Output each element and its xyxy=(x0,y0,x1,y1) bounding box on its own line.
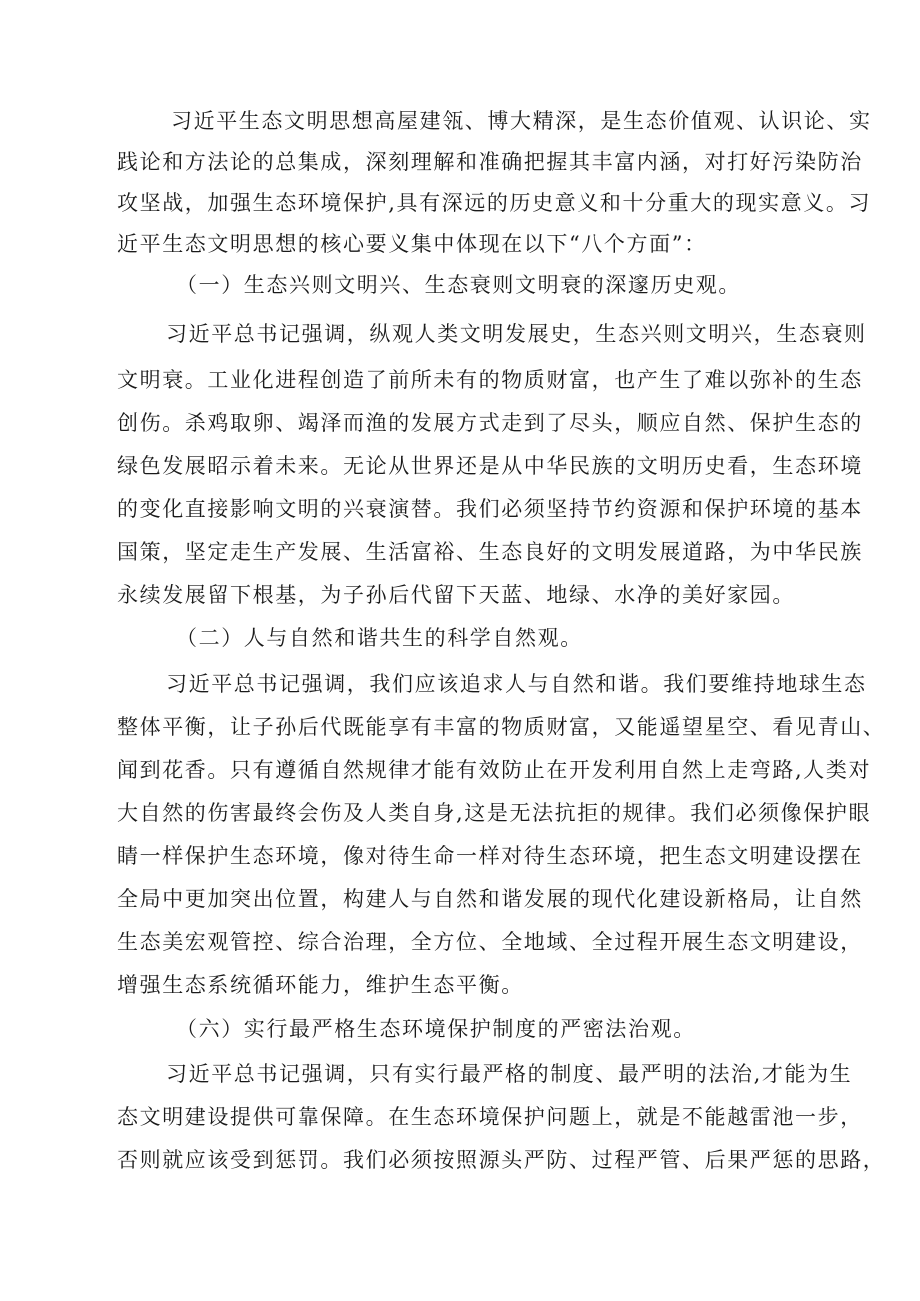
section-1-line-2: 文明衰。工业化进程创造了前所未有的物质财富，也产生了难以弥补的生态 xyxy=(117,368,863,392)
paragraph-intro-line-4: 近平生态文明思想的核心要义集中体现在以下“八个方面”： xyxy=(117,232,707,256)
section-1-line-5: 的变化直接影响文明的兴衰演替。我们必须坚持节约资源和保护环境的基本 xyxy=(117,497,863,521)
section-1-line-7: 永续发展留下根基，为子孙后代留下天蓝、地绿、水净的美好家园。 xyxy=(117,583,795,607)
section-heading-6: （六）实行最严格生态环境保护制度的严密法治观。 xyxy=(176,1017,696,1041)
section-2-line-3: 闻到花香。只有遵循自然规律才能有效防止在开发利用自然上走弯路,人类对 xyxy=(117,758,872,782)
section-1-line-3: 创伤。杀鸡取卵、竭泽而渔的发展方式走到了尽头，顺应自然、保护生态的 xyxy=(117,411,863,435)
section-2-line-4: 大自然的伤害最终会伤及人类自身,这是无法抗拒的规律。我们必须像保护眼 xyxy=(117,801,872,825)
paragraph-intro-line-1: 习近平生态文明思想高屋建瓴、博大精深，是生态价值观、认识论、实 xyxy=(171,109,872,133)
section-1-line-4: 绿色发展昭示着未来。无论从世界还是从中华民族的文明历史看，生态环境 xyxy=(117,454,863,478)
section-2-line-5: 睛一样保护生态环境，像对待生命一样对待生态环境，把生态文明建设摆在 xyxy=(117,844,863,868)
section-heading-2: （二）人与自然和谐共生的科学自然观。 xyxy=(176,626,583,650)
section-2-line-2: 整体平衡，让子孙后代既能享有丰富的物质财富，又能遥望星空、看见青山、 xyxy=(117,715,886,739)
section-6-line-2: 态文明建设提供可靠保障。在生态环境保护问题上，就是不能越雷池一步， xyxy=(117,1105,863,1129)
paragraph-intro-line-2: 践论和方法论的总集成，深刻理解和准确把握其丰富内涵，对打好污染防治 xyxy=(117,150,863,174)
section-2-line-1: 习近平总书记强调，我们应该追求人与自然和谐。我们要维持地球生态 xyxy=(166,672,867,696)
section-2-line-7: 生态美宏观管控、综合治理，全方位、全地域、全过程开展生态文明建设， xyxy=(117,930,863,954)
section-6-line-3: 否则就应该受到惩罚。我们必须按照源头严防、过程严管、后果严惩的思路， xyxy=(117,1148,886,1172)
section-1-line-6: 国策，坚定走生产发展、生活富裕、生态良好的文明发展道路，为中华民族 xyxy=(117,540,863,564)
section-2-line-6: 全局中更加突出位置，构建人与自然和谐发展的现代化建设新格局，让自然 xyxy=(117,887,863,911)
section-1-line-1: 习近平总书记强调，纵观人类文明发展史，生态兴则文明兴，生态衰则 xyxy=(166,322,867,346)
section-heading-1: （一）生态兴则文明兴、生态衰则文明衰的深邃历史观。 xyxy=(176,273,741,297)
section-2-line-8: 增强生态系统循环能力，维护生态平衡。 xyxy=(117,973,524,997)
paragraph-intro-line-3: 攻坚战，加强生态环境保护,具有深远的历史意义和十分重大的现实意义。习 xyxy=(117,191,872,215)
section-6-line-1: 习近平总书记强调，只有实行最严格的制度、最严明的法治,才能为生 xyxy=(166,1062,853,1086)
